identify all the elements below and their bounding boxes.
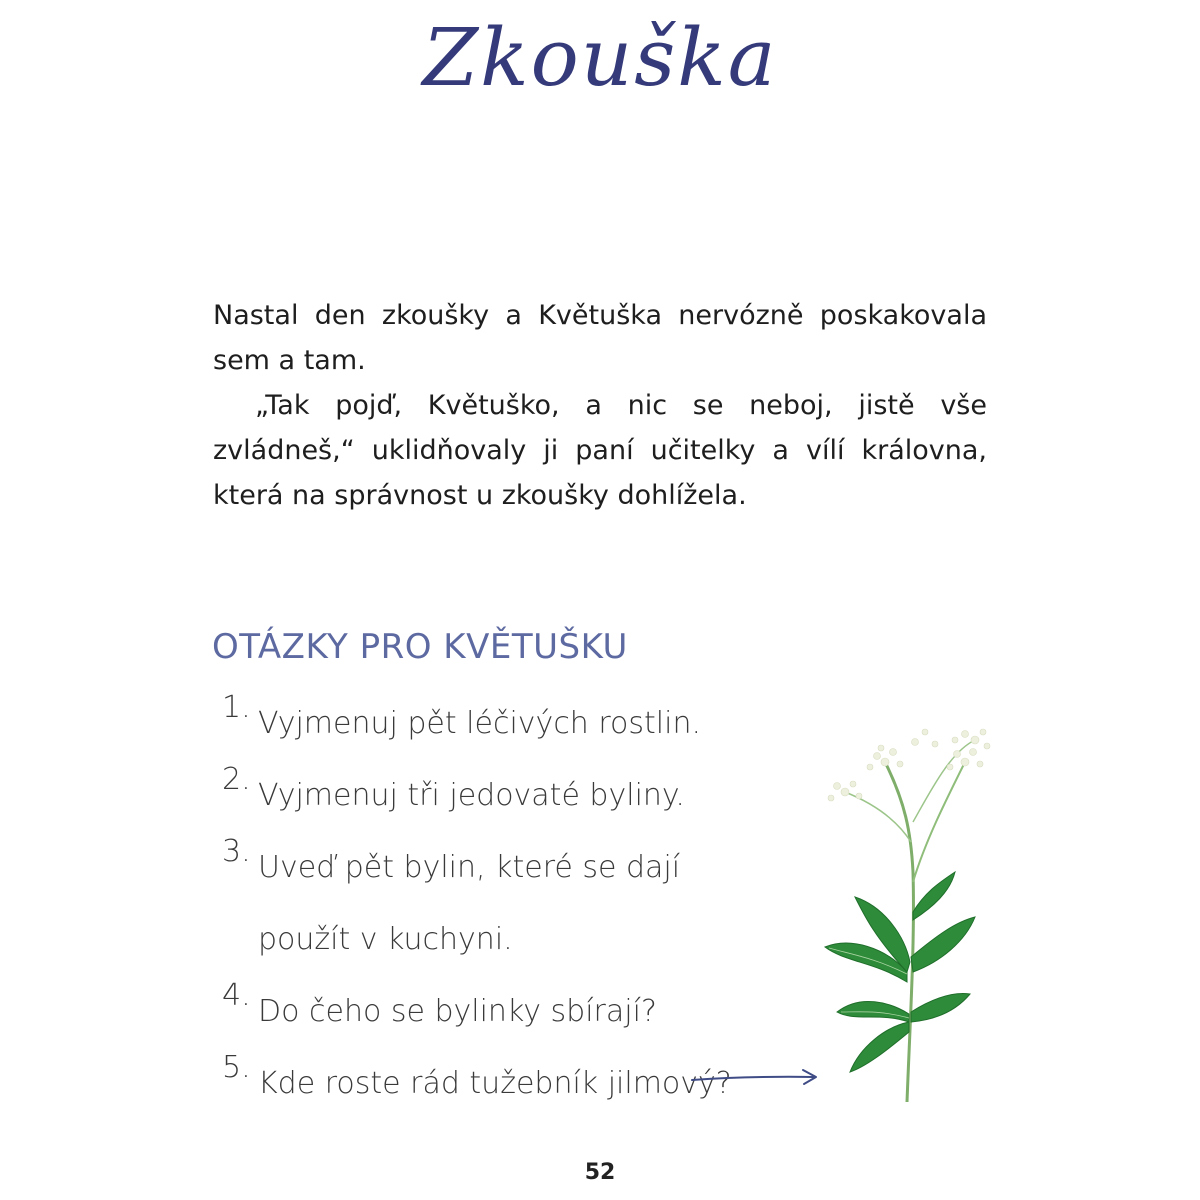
question-item-3 — [222, 834, 732, 978]
question-item-5 — [222, 1050, 732, 1122]
question-text: Uveď pět bylin, které se dají — [258, 850, 681, 885]
paragraph-1: Nastal den zkoušky a Květuška nervózně poskakovala sem a tam. — [213, 300, 987, 376]
question-number: 5. — [222, 1050, 251, 1085]
question-number: 3. — [222, 834, 251, 869]
meadowsweet-illustration — [815, 722, 995, 1107]
question-item-1 — [222, 690, 732, 762]
question-text: Do čeho se bylinky sbírají? — [258, 994, 657, 1029]
question-text-continued: použít v kuchyni. — [258, 922, 513, 957]
question-text: Vyjmenuj pět léčivých rostlin. — [258, 706, 701, 741]
page-title: Zkouška — [422, 11, 778, 104]
arrow-right-icon — [690, 1068, 822, 1088]
question-number: 4. — [222, 978, 251, 1013]
question-number: 2. — [222, 762, 251, 797]
question-text: Vyjmenuj tři jedovaté byliny. — [258, 778, 685, 813]
story-text — [213, 293, 987, 518]
question-text: Kde roste rád tužebník jilmový? — [258, 1066, 732, 1101]
page-number: 52 — [584, 1160, 616, 1185]
question-number: 1. — [222, 690, 251, 725]
question-list — [222, 690, 732, 1122]
section-heading: OTÁZKY PRO KVĚTUŠKU — [212, 627, 628, 667]
question-item-2 — [222, 762, 732, 834]
paragraph-2: „Tak pojď, Květuško, a nic se neboj, jistě vše zvládneš,“ uklidňovaly ji paní učitelky a vílí královna, která na správnost u zkoušky dohlížela. — [213, 390, 987, 511]
question-item-4 — [222, 978, 732, 1050]
